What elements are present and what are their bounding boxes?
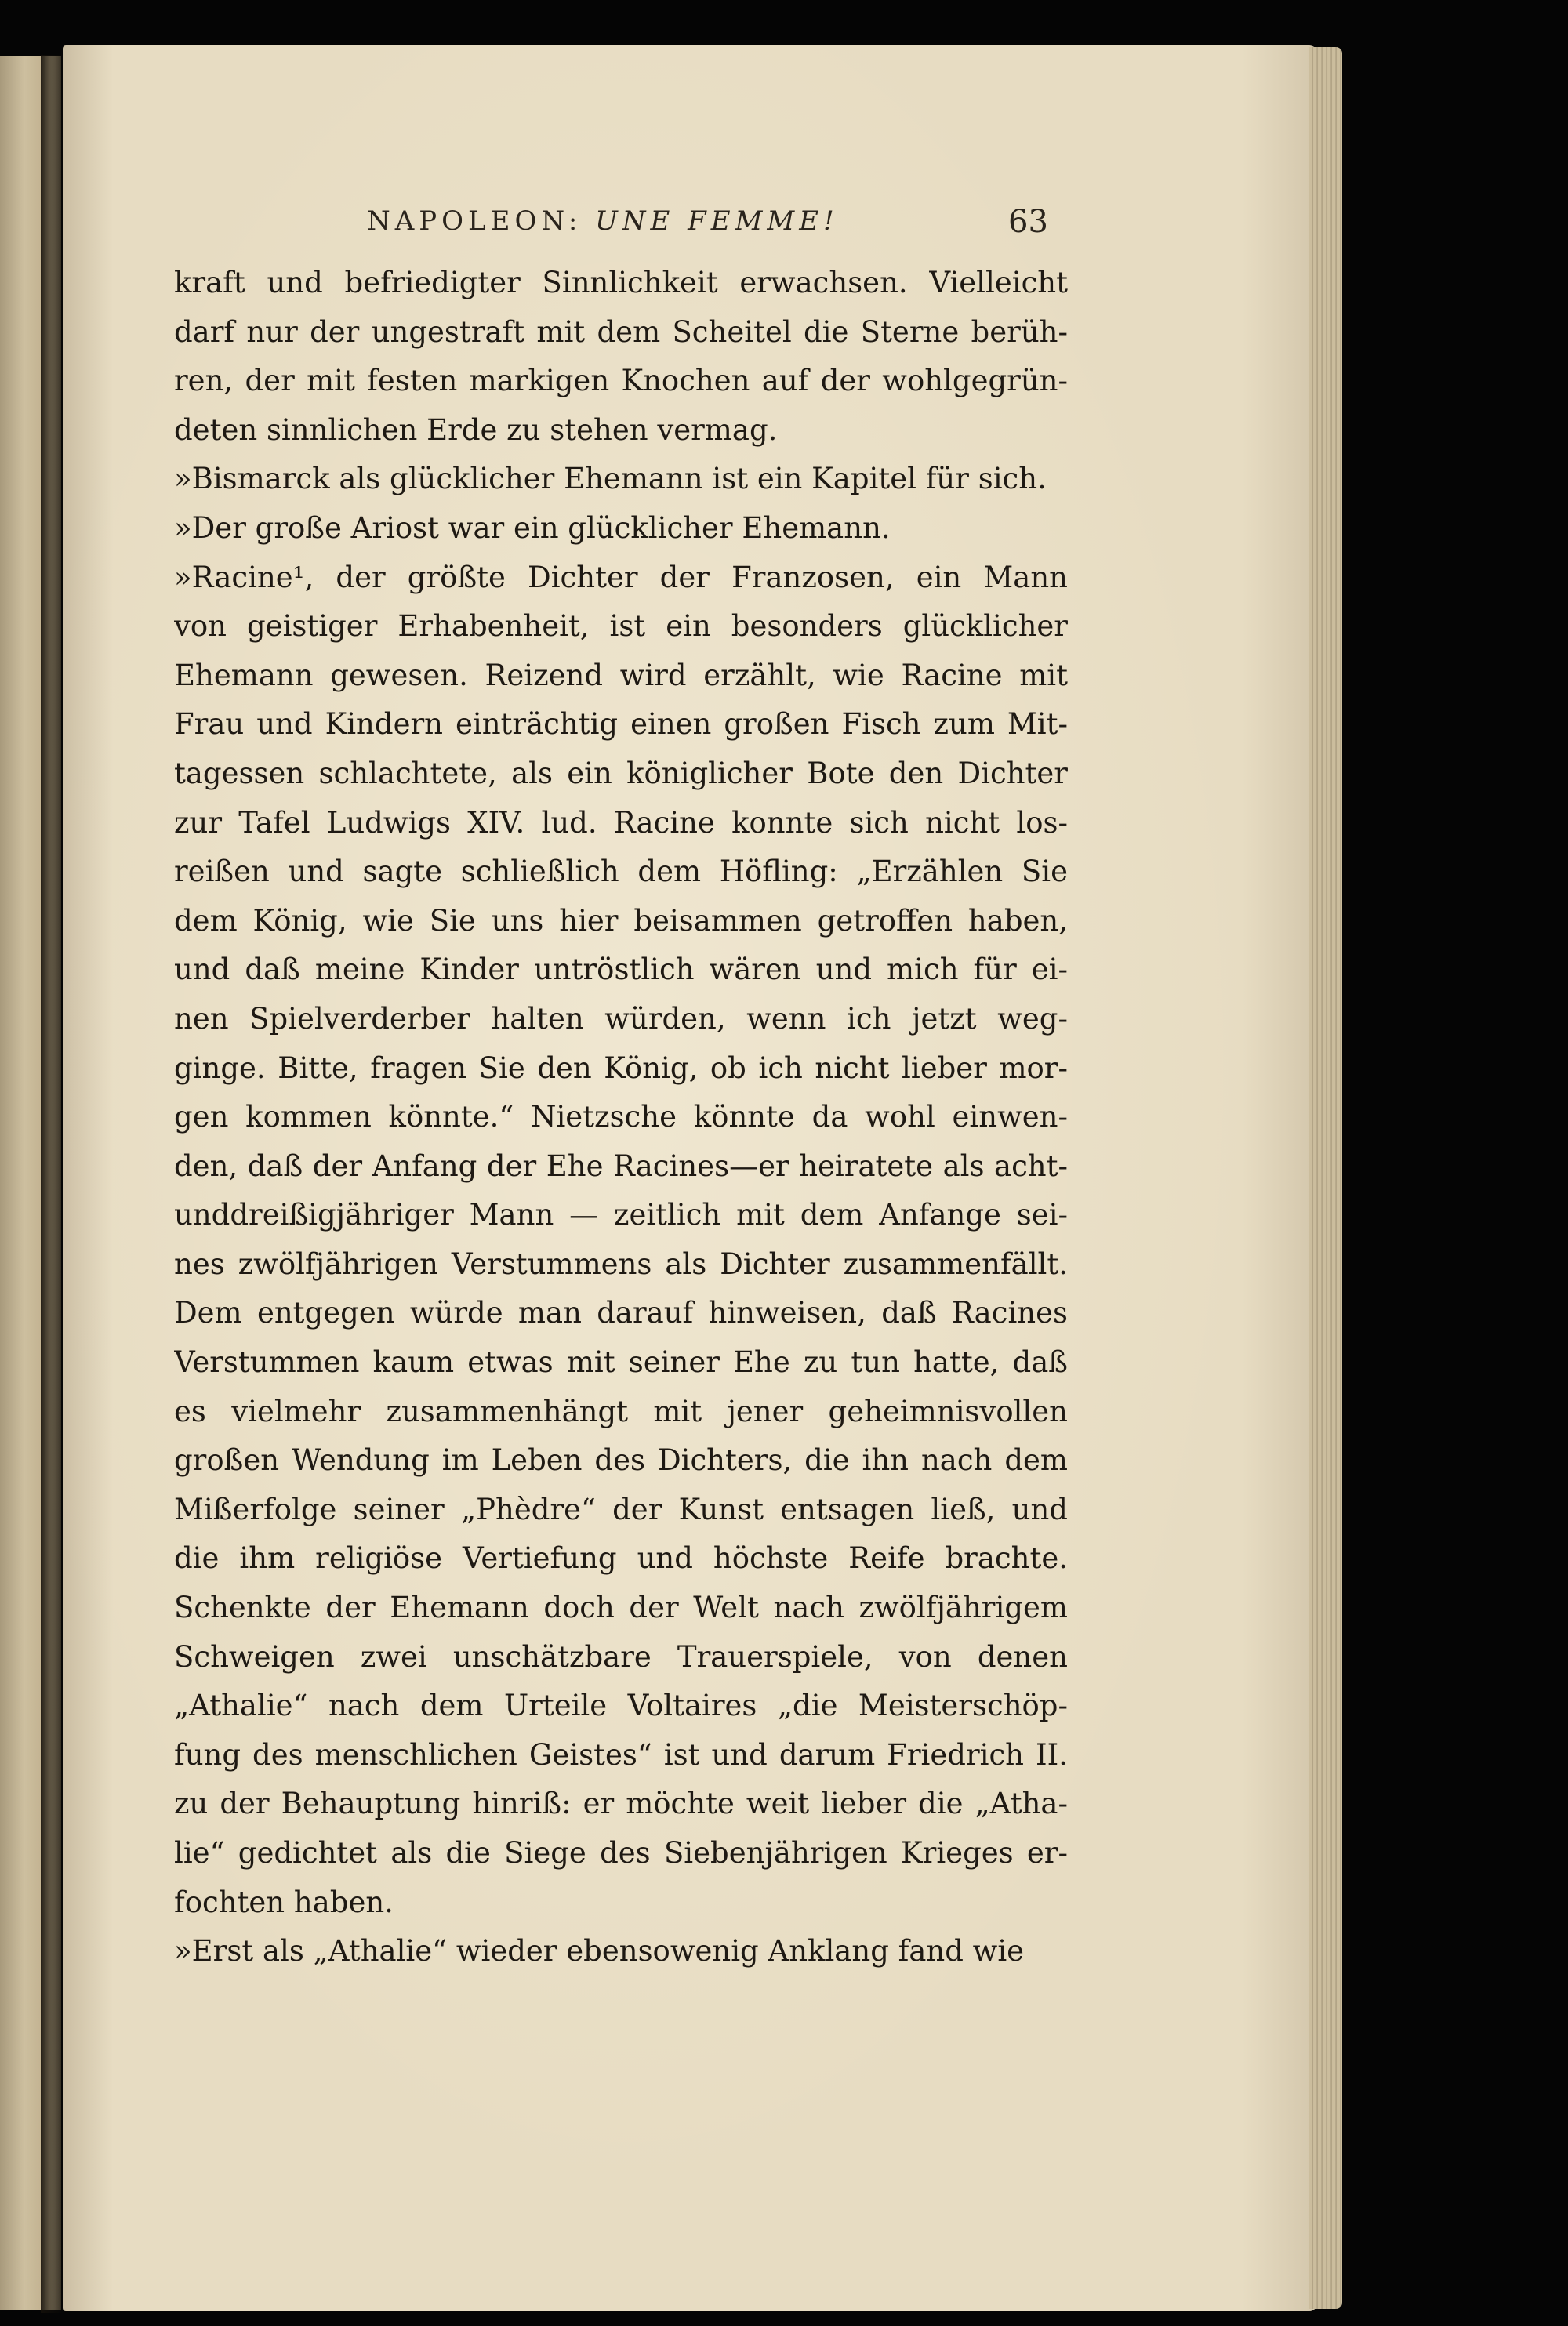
text-line: Frau und Kindern einträchtig einen großen Fisch zum Mit- [174,707,1068,742]
text-line: Ehemann gewesen. Reizend wird erzählt, wie Racine mit [174,658,1068,692]
text-line: ren, der mit festen markigen Knochen auf der wohlgegrün- [174,364,1068,398]
text-line: fung des menschlichen Geistes“ ist und darum Friedrich II. [174,1737,1068,1772]
running-head-caps: NAPOLEON: [367,205,596,237]
text-line: Dem entgegen würde man darauf hinweisen, daß Racines [174,1296,1068,1330]
text-line: die ihm religiöse Vertiefung und höchste Reife brachte. [174,1541,1068,1576]
text-line: kraft und befriedigter Sinnlichkeit erwachsen. Vielleicht [174,266,1068,299]
running-head-italic: UNE FEMME! [595,205,839,237]
text-line: lie“ gedichtet als die Siege des Siebenjährigen Krieges er- [174,1836,1068,1870]
text-line: zu der Behauptung hinriß: er möchte weit lieber die „Atha- [174,1787,1068,1821]
body-text [174,259,1068,1976]
text-line: gen kommen könnte.“ Nietzsche könnte da wohl einwen- [174,1100,1068,1134]
text-line: deten sinnlichen Erde zu stehen vermag. [174,412,778,447]
text-line: dem König, wie Sie uns hier beisammen getroffen haben, [174,903,1068,938]
gutter-shadow [41,55,64,2313]
text-line: unddreißigjähriger Mann — zeitlich mit dem Anfange sei- [174,1198,1068,1232]
page-number: 63 [1008,204,1048,240]
text-line: Schweigen zwei unschätzbare Trauerspiele, von denen [174,1639,1068,1674]
text-line: Mißerfolge seiner „Phèdre“ der Kunst entsagen ließ, und [174,1492,1068,1526]
page-stack-edges [1309,47,1342,2309]
text-line: tagessen schlachtete, als ein königlicher Bote den Dichter [174,756,1068,790]
text-line: fochten haben. [174,1885,394,1919]
text-line: »Racine¹, der größte Dichter der Franzosen, ein Mann [174,560,1068,594]
text-line: Schenkte der Ehemann doch der Welt nach zwölfjährigem [174,1591,1068,1625]
text-line: den, daß der Anfang der Ehe Racines—er heiratete als acht- [174,1148,1068,1183]
text-line: und daß meine Kinder untröstlich wären und mich für ei- [174,953,1068,987]
text-line: zur Tafel Ludwigs XIV. lud. Racine konnte sich nicht los- [174,805,1068,840]
text-line: nes zwölfjährigen Verstummens als Dichter zusammenfällt. [174,1246,1068,1281]
text-line: »Der große Ariost war ein glücklicher Ehemann. [174,510,891,545]
text-line: Verstummen kaum etwas mit seiner Ehe zu tun hatte, daß [174,1345,1068,1380]
text-line: nen Spielverderber halten würden, wenn ich jetzt weg- [174,1001,1068,1036]
text-line: reißen und sagte schließlich dem Höfling: „Erzählen Sie [174,855,1068,889]
page-header [367,205,1073,252]
text-line: »Erst als „Athalie“ wieder ebensowenig Anklang fand wie [174,1934,1025,1969]
text-line: »Bismarck als glücklicher Ehemann ist ein Kapitel für sich. [174,462,1047,496]
running-head [367,205,839,237]
text-line: darf nur der ungestraft mit dem Scheitel die Sterne berüh- [174,314,1068,349]
text-line: großen Wendung im Leben des Dichters, die ihn nach dem [174,1443,1068,1478]
text-line: ginge. Bitte, fragen Sie den König, ob ich nicht lieber mor- [174,1051,1068,1085]
text-line: es vielmehr zusammenhängt mit jener geheimnisvollen [174,1394,1068,1428]
text-line: „Athalie“ nach dem Urteile Voltaires „die Meisterschöp- [174,1689,1068,1723]
text-line: von geistiger Erhabenheit, ist ein besonders glücklicher [174,609,1068,644]
